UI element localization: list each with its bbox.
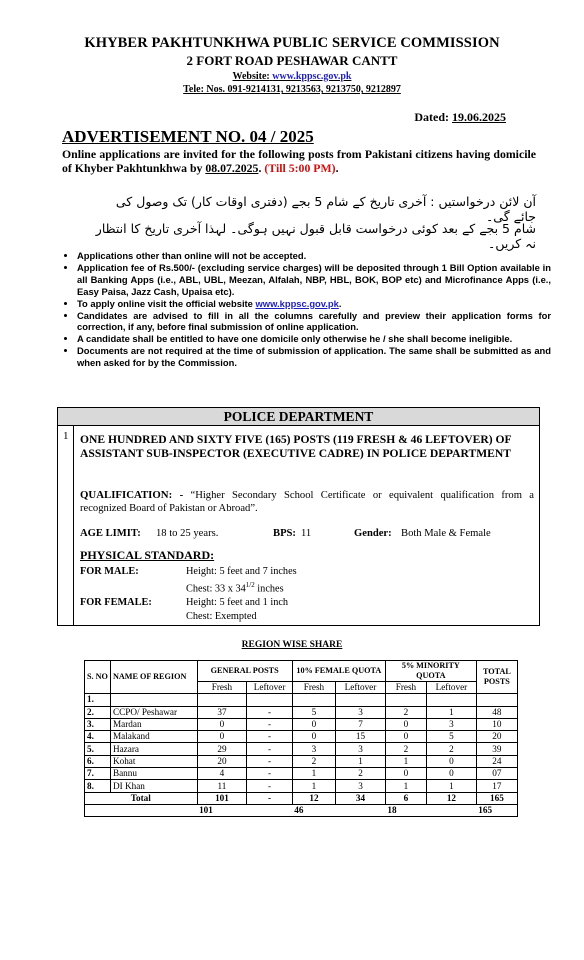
cell-mf: 1 bbox=[385, 755, 426, 767]
cell-no: 8. bbox=[85, 780, 111, 792]
table-row bbox=[85, 768, 518, 780]
cell-mf: 0 bbox=[385, 768, 426, 780]
cell-ff: 5 bbox=[292, 706, 335, 718]
total-label: Total bbox=[85, 792, 198, 804]
sub-leftover: Leftover bbox=[427, 682, 477, 694]
female-height: Height: 5 feet and 1 inch bbox=[186, 597, 289, 608]
qualification bbox=[80, 489, 534, 515]
bps-value: 11 bbox=[301, 528, 312, 539]
sub-leftover: Leftover bbox=[336, 682, 386, 694]
table-row bbox=[85, 718, 518, 730]
cell-name: Bannu bbox=[110, 768, 197, 780]
cell-t: 20 bbox=[476, 731, 517, 743]
sub-fresh: Fresh bbox=[197, 682, 247, 694]
list-item bbox=[77, 298, 551, 310]
male-chest bbox=[186, 581, 284, 594]
cell-t: 10 bbox=[476, 718, 517, 730]
female-label: FOR FEMALE: bbox=[80, 597, 152, 608]
header-region: NAME OF REGION bbox=[110, 661, 197, 694]
cell-gf: 4 bbox=[197, 768, 247, 780]
sub-fresh: Fresh bbox=[292, 682, 335, 694]
male-height: Height: 5 feet and 7 inches bbox=[186, 566, 297, 577]
org-name: KHYBER PAKHTUNKHWA PUBLIC SERVICE COMMISSION bbox=[84, 35, 500, 51]
age-value: 18 to 25 years. bbox=[156, 528, 219, 539]
cell-gf: 0 bbox=[197, 731, 247, 743]
cell-ff: 0 bbox=[292, 718, 335, 730]
cell-no: 2. bbox=[85, 706, 111, 718]
cell-t: 07 bbox=[476, 768, 517, 780]
cell-t bbox=[476, 694, 517, 706]
total-cell: 165 bbox=[476, 792, 517, 804]
list-item: • Application fee of Rs.500/- (excluding service charges) will be deposited through 1 Bill Option available in all Banking Apps (i.e., ABL, UBL, Meezan, Alfalah, NBP, HBL, BOK, BOP etc) and Microfinance Apps (i.e., Easy Paisa, Jazz Cash, Upaisa etc). bbox=[77, 262, 551, 298]
total-cell: 6 bbox=[385, 792, 426, 804]
cell-no: 5. bbox=[85, 743, 111, 755]
female-chest: Chest: Exempted bbox=[186, 611, 257, 622]
cell-fl: 3 bbox=[336, 743, 386, 755]
male-chest-text: Chest: 33 x 34 bbox=[186, 583, 246, 595]
grand-total-row bbox=[85, 804, 518, 816]
physical-standard-title: PHYSICAL STANDARD: bbox=[80, 548, 215, 562]
cell-ml: 2 bbox=[427, 743, 477, 755]
header-sno: S. NO bbox=[85, 661, 111, 694]
list-item: • A candidate shall be entitled to have one domicile only otherwise he / she shall become ineligible. bbox=[77, 333, 551, 345]
last-time: (Till 5:00 PM) bbox=[264, 161, 336, 175]
cell-no: 7. bbox=[85, 768, 111, 780]
table-row bbox=[85, 780, 518, 792]
intro-paragraph bbox=[62, 147, 536, 175]
cell-gl: - bbox=[247, 706, 292, 718]
list-item: • Applications other than online will not be accepted. bbox=[77, 250, 551, 262]
header-female: 10% FEMALE QUOTA bbox=[292, 661, 385, 682]
region-share-table bbox=[84, 660, 518, 817]
qualification-text: “Higher Secondary School Certificate or equivalent qualification from a recognized Board of Pakistan or Abroad”. bbox=[80, 490, 534, 514]
cell-mf: 2 bbox=[385, 743, 426, 755]
cell-ml: 5 bbox=[427, 731, 477, 743]
total-cell: 12 bbox=[427, 792, 477, 804]
cell-ml: 1 bbox=[427, 706, 477, 718]
cell-no: 6. bbox=[85, 755, 111, 767]
total-row bbox=[85, 792, 518, 804]
list-item-text: To apply online visit the official website bbox=[77, 297, 256, 309]
cell-gf bbox=[197, 694, 247, 706]
telephone-line: Tele: Nos. 091-9214131, 9213563, 9213750, 9212897 bbox=[183, 84, 401, 95]
table-header-row bbox=[85, 661, 518, 682]
cell-ff: 0 bbox=[292, 731, 335, 743]
bps-label: BPS: bbox=[273, 528, 296, 539]
intro-end: . bbox=[335, 161, 339, 175]
post-number: 1 bbox=[63, 430, 69, 442]
cell-name: Mardan bbox=[110, 718, 197, 730]
cell-name: Kohat bbox=[110, 755, 197, 767]
header-general: GENERAL POSTS bbox=[197, 661, 292, 682]
cell-name: Hazara bbox=[110, 743, 197, 755]
cell-name: DI Khan bbox=[110, 780, 197, 792]
post-title: ONE HUNDRED AND SIXTY FIVE (165) POSTS (119 FRESH & 46 LEFTOVER) OF ASSISTANT SUB-INSPECTOR (EXECUTIVE CADRE) IN POLICE DEPARTMENT bbox=[80, 433, 512, 460]
grand-total-general: 101 bbox=[197, 804, 292, 816]
male-chest-unit: inches bbox=[254, 583, 284, 595]
table-row bbox=[85, 706, 518, 718]
official-website-link[interactable]: www.kppsc.gov.pk bbox=[255, 297, 339, 309]
cell-name: CCPO/ Peshawar bbox=[110, 706, 197, 718]
cell-mf: 0 bbox=[385, 731, 426, 743]
table-row bbox=[85, 743, 518, 755]
cell-ff: 1 bbox=[292, 768, 335, 780]
male-label: FOR MALE: bbox=[80, 566, 139, 577]
cell-t: 24 bbox=[476, 755, 517, 767]
cell-name bbox=[110, 694, 197, 706]
table-row bbox=[85, 755, 518, 767]
cell-no: 3. bbox=[85, 718, 111, 730]
column-divider bbox=[73, 425, 74, 625]
cell-ml bbox=[427, 694, 477, 706]
cell-no: 1. bbox=[85, 694, 111, 706]
cell-fl: 1 bbox=[336, 755, 386, 767]
urdu-notice-1: آن لائن درخواستیں : آخری تاریخ کے شام 5 بجے (دفتری اوقات کار) تک وصول کی جائے گی۔ bbox=[115, 194, 536, 224]
grand-total-posts: 165 bbox=[476, 804, 517, 816]
cell-gf: 29 bbox=[197, 743, 247, 755]
cell-ff: 1 bbox=[292, 780, 335, 792]
dated bbox=[414, 110, 506, 125]
list-item-end: . bbox=[338, 297, 342, 309]
intro-sep: . bbox=[258, 161, 265, 175]
header-minority: 5% MINORITY QUOTA bbox=[385, 661, 476, 682]
cell-t: 39 bbox=[476, 743, 517, 755]
cell-t: 48 bbox=[476, 706, 517, 718]
cell-fl bbox=[336, 694, 386, 706]
cell-mf bbox=[385, 694, 426, 706]
total-cell: - bbox=[247, 792, 292, 804]
website-link[interactable]: www.kppsc.gov.pk bbox=[272, 71, 352, 82]
list-item: • Documents are not required at the time of submission of application. The same shall be submitted as and when asked for by the Commission. bbox=[77, 345, 551, 369]
intro-text: Online applications are invited for the following posts from Pakistani citizens having domicile of Khyber Pakhtunkhwa by bbox=[62, 147, 536, 175]
table-row bbox=[85, 731, 518, 743]
cell-name: Malakand bbox=[110, 731, 197, 743]
org-address: 2 FORT ROAD PESHAWAR CANTT bbox=[186, 53, 398, 68]
cell-gf: 11 bbox=[197, 780, 247, 792]
grand-total-minority: 18 bbox=[385, 804, 476, 816]
list-item: • Candidates are advised to fill in all the columns carefully and preview their application forms for correction, if any, before final submission of online application. bbox=[77, 310, 551, 334]
instructions-list bbox=[62, 250, 551, 369]
cell-fl: 2 bbox=[336, 768, 386, 780]
cell-fl: 3 bbox=[336, 706, 386, 718]
cell-ff bbox=[292, 694, 335, 706]
advertisement-title: ADVERTISEMENT NO. 04 / 2025 bbox=[62, 127, 314, 146]
grand-total-female: 46 bbox=[292, 804, 385, 816]
male-chest-fraction: 1/2 bbox=[245, 581, 255, 589]
qualification-label: QUALIFICATION: - bbox=[80, 489, 184, 501]
region-share-title: REGION WISE SHARE bbox=[241, 640, 343, 650]
dated-label: Dated: bbox=[414, 110, 449, 124]
gender-value: Both Male & Female bbox=[401, 528, 491, 539]
cell-gl: - bbox=[247, 755, 292, 767]
cell-t: 17 bbox=[476, 780, 517, 792]
grand-total-blank bbox=[85, 804, 198, 816]
gender-label: Gender: bbox=[354, 528, 392, 539]
total-cell: 12 bbox=[292, 792, 335, 804]
header-total: TOTAL POSTS bbox=[476, 661, 517, 694]
cell-gl: - bbox=[247, 718, 292, 730]
cell-fl: 7 bbox=[336, 718, 386, 730]
cell-mf: 1 bbox=[385, 780, 426, 792]
cell-gf: 0 bbox=[197, 718, 247, 730]
cell-fl: 3 bbox=[336, 780, 386, 792]
cell-gl: - bbox=[247, 768, 292, 780]
cell-ff: 3 bbox=[292, 743, 335, 755]
cell-gl: - bbox=[247, 743, 292, 755]
cell-gl: - bbox=[247, 731, 292, 743]
cell-ml: 0 bbox=[427, 768, 477, 780]
last-date: 08.07.2025 bbox=[205, 161, 259, 175]
cell-gf: 20 bbox=[197, 755, 247, 767]
dated-value: 19.06.2025 bbox=[452, 110, 506, 124]
cell-no: 4. bbox=[85, 731, 111, 743]
total-cell: 34 bbox=[336, 792, 386, 804]
cell-fl: 15 bbox=[336, 731, 386, 743]
table-row bbox=[85, 694, 518, 706]
sub-fresh: Fresh bbox=[385, 682, 426, 694]
cell-gl bbox=[247, 694, 292, 706]
sub-leftover: Leftover bbox=[247, 682, 292, 694]
cell-ff: 2 bbox=[292, 755, 335, 767]
cell-ml: 3 bbox=[427, 718, 477, 730]
cell-ml: 0 bbox=[427, 755, 477, 767]
cell-mf: 2 bbox=[385, 706, 426, 718]
website-line bbox=[0, 71, 584, 82]
age-label: AGE LIMIT: bbox=[80, 528, 141, 539]
cell-gf: 37 bbox=[197, 706, 247, 718]
cell-ml: 1 bbox=[427, 780, 477, 792]
cell-gl: - bbox=[247, 780, 292, 792]
total-cell: 101 bbox=[197, 792, 247, 804]
urdu-notice-2: شام 5 بجے کے بعد کوئی درخواست قابل قبول نہیں ہوگی۔ لہذا آخری تاریخ کا انتظار نہ کریں۔ bbox=[95, 221, 536, 251]
website-label: Website: bbox=[232, 71, 270, 82]
department-heading: POLICE DEPARTMENT bbox=[57, 407, 540, 426]
cell-mf: 0 bbox=[385, 718, 426, 730]
